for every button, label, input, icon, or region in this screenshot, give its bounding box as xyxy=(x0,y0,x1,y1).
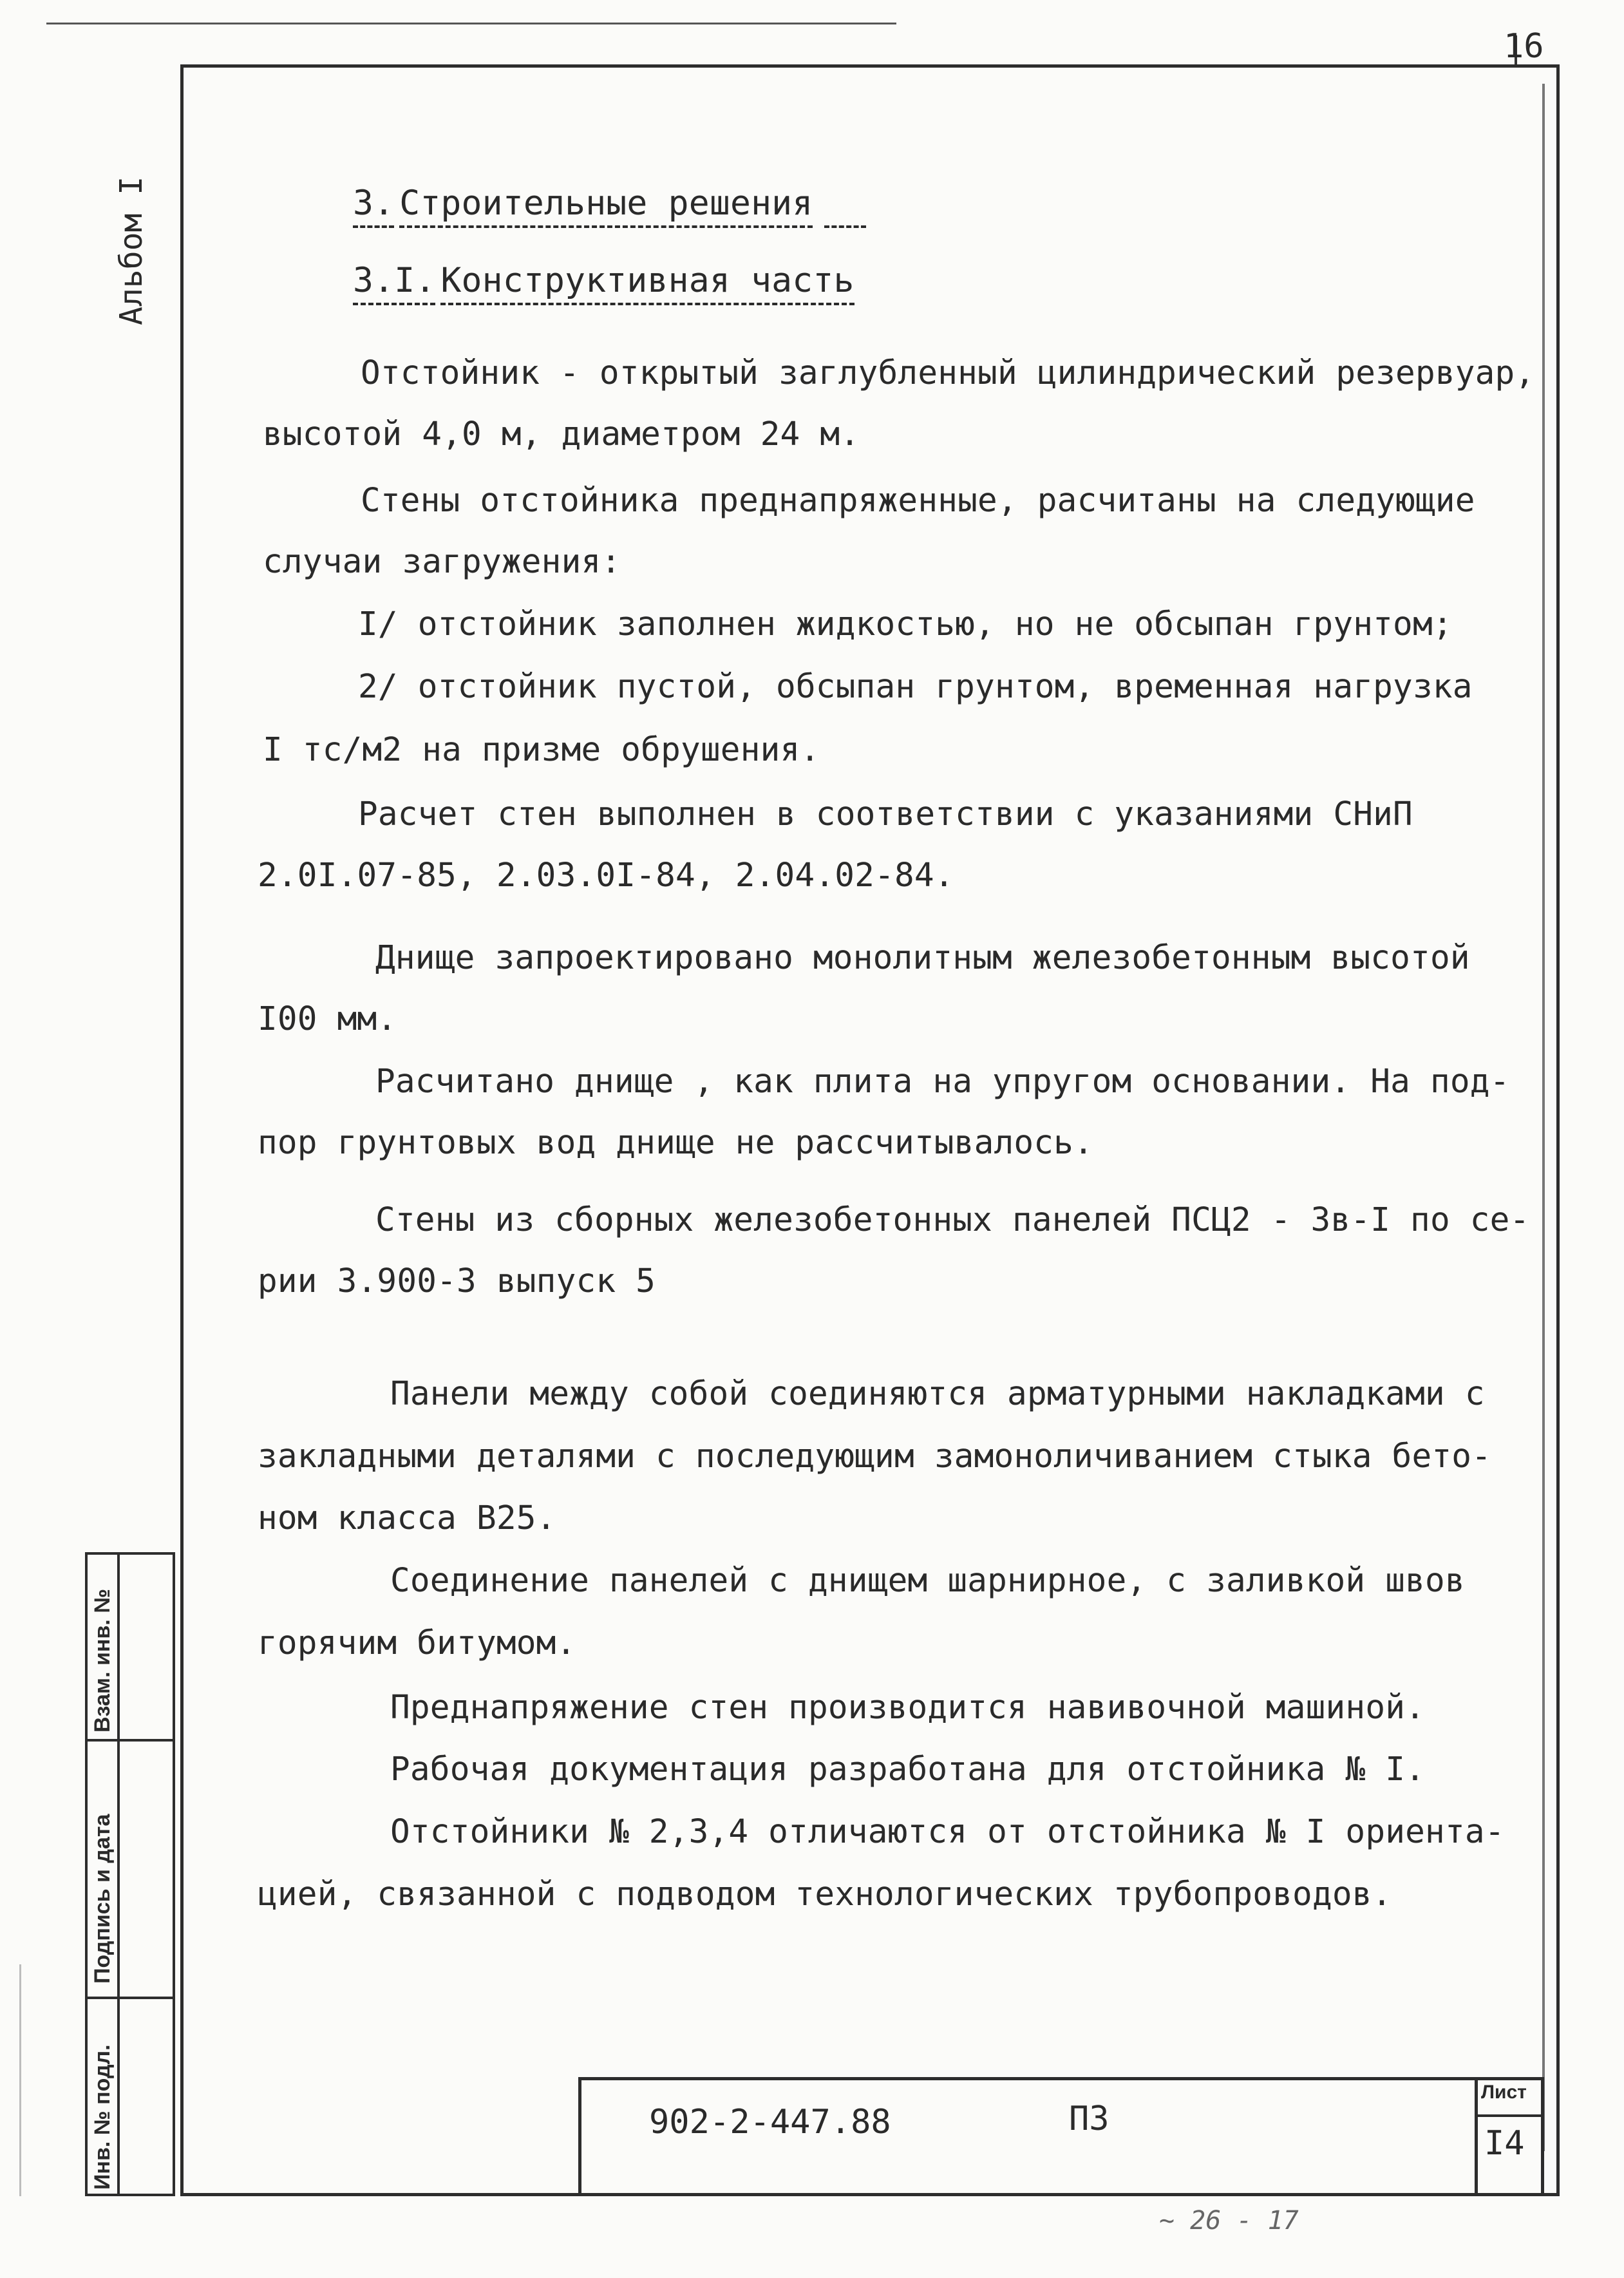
subsection-number: 3.I. xyxy=(353,261,435,305)
paragraph-line: случаи загружения: xyxy=(263,543,621,581)
title-block-hdivider xyxy=(1475,2114,1544,2117)
section-number: 3. xyxy=(353,184,394,228)
left-stamp-row-divider xyxy=(85,1997,175,1999)
bottom-handwriting: ~ 26 - 17 xyxy=(1159,2206,1299,2235)
paragraph-line: Отстойник - открытый заглубленный цилиндрический резервуар, xyxy=(361,354,1535,392)
paragraph-line: рии 3.900-3 выпуск 5 xyxy=(258,1262,656,1300)
left-stamp-row-divider xyxy=(85,1739,175,1742)
paragraph-line: Панели между собой соединяются арматурными накладками с xyxy=(390,1375,1485,1413)
paragraph-line: Отстойники № 2,3,4 отличаются от отстойника № I ориента- xyxy=(390,1813,1505,1851)
paragraph-line: Преднапряжение стен производится навивочной машиной. xyxy=(390,1689,1426,1727)
inv-replaced-label: Взам. инв. № xyxy=(90,1588,115,1732)
document-type: ПЗ xyxy=(1069,2100,1109,2138)
paragraph-line: высотой 4,0 м, диаметром 24 м. xyxy=(263,415,860,453)
section-heading: 3. Строительные решения ​ xyxy=(353,184,866,223)
paragraph-line: I/ отстойник заполнен жидкостью, но не обсыпан грунтом; xyxy=(358,605,1453,643)
left-stamp-divider xyxy=(117,1552,120,2196)
section-title: Строительные решения xyxy=(399,184,813,228)
paragraph-line: пор грунтовых вод днище не рассчитывалось. xyxy=(258,1124,1093,1162)
sheet-number: 16 xyxy=(1504,27,1544,66)
paragraph-line: горячим битумом. xyxy=(258,1624,576,1662)
top-rule xyxy=(46,23,896,24)
paragraph-line: I тс/м2 на призме обрушения. xyxy=(263,731,820,769)
paragraph-line: Расчет стен выполнен в соответствии с указаниями СНиП xyxy=(358,795,1413,833)
title-block-divider xyxy=(1475,2077,1478,2196)
scan-edge-mark xyxy=(19,1964,21,2196)
inv-original-label: Инв. № подл. xyxy=(90,2044,115,2190)
paragraph-line: Стены из сборных железобетонных панелей ПСЦ2 - 3в-I по се- xyxy=(375,1201,1530,1239)
paragraph-line: Рабочая документация разработана для отстойника № I. xyxy=(390,1751,1426,1789)
paragraph-line: 2.0I.07-85, 2.03.0I-84, 2.04.02-84. xyxy=(258,857,954,895)
paragraph-line: ном класса В25. xyxy=(258,1499,556,1537)
subsection-title: Конструктивная часть xyxy=(440,261,854,305)
frame-inner-rule xyxy=(1542,84,1545,2151)
sheet-value: I4 xyxy=(1484,2124,1525,2163)
sheet-label: Лист xyxy=(1481,2082,1527,2103)
paragraph-line: Расчитано днище , как плита на упругом основании. На под- xyxy=(375,1063,1510,1101)
album-label: Альбом I xyxy=(113,176,149,325)
paragraph-line: Днище запроектировано монолитным железобетонным высотой xyxy=(375,939,1470,977)
paragraph-line: закладными деталями с последующим замоноличиванием стыка бето- xyxy=(258,1438,1492,1476)
paragraph-line: I00 мм. xyxy=(258,1000,397,1038)
paragraph-line: цией, связанной с подводом технологических трубопроводов. xyxy=(258,1875,1392,1913)
subsection-heading xyxy=(353,261,854,300)
document-code: 902-2-447.88 xyxy=(649,2103,891,2141)
paragraph-line: Стены отстойника преднапряженные, расчитаны на следующие xyxy=(361,482,1475,520)
paragraph-line: Соединение панелей с днищем шарнирное, с заливкой швов xyxy=(390,1562,1465,1600)
paragraph-line: 2/ отстойник пустой, обсыпан грунтом, временная нагрузка xyxy=(358,668,1473,706)
sign-date-label: Подпись и дата xyxy=(90,1814,115,1984)
